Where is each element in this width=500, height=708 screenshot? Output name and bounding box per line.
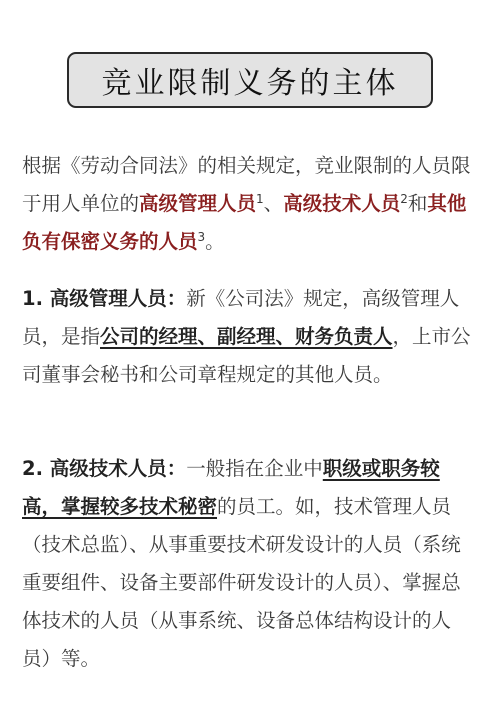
intro-text-3: 和: [407, 192, 428, 215]
section-2-paragraph: [22, 450, 478, 678]
section-2-heading: 2. 高级技术人员：: [22, 457, 187, 480]
section-1-heading: 1. 高级管理人员：: [22, 287, 187, 310]
section-1-underlined: 公司的经理、副经理、财务负责人: [100, 325, 393, 348]
section-2-underlined: 职级或职务较高，掌握较多技术秘密: [22, 457, 440, 518]
intro-text-2: 、: [263, 192, 284, 215]
section-1-text-1: 新《公司法》规定，高级管理人员，是指: [22, 287, 460, 348]
confidentiality-personnel-term: 其他负有保密义务的人员: [22, 192, 467, 253]
title-box: [67, 52, 433, 108]
intro-text-1: 根据《劳动合同法》的相关规定，竞业限制的人员限于用人单位的: [22, 154, 471, 215]
section-2-text-1: 一般指在企业中: [186, 457, 323, 480]
page-title: 竞业限制义务的主体: [101, 66, 399, 101]
senior-technicians-term: 高级技术人员: [283, 192, 401, 215]
footnote-3: 3: [197, 230, 206, 244]
section-2-text-2: 的员工。如，技术管理人员（技术总监）、从事重要技术研发设计的人员（系统重要组件、设备主要部件研发设计的人员）、掌握总体技术的人员（从事系统、设备总体结构设计的人员）等。: [22, 495, 461, 670]
footnote-2: 2: [400, 192, 408, 206]
senior-managers-term: 高级管理人员: [139, 192, 257, 215]
intro-paragraph: [22, 147, 478, 261]
intro-text-4: 。: [205, 230, 225, 253]
section-1-paragraph: [22, 280, 478, 394]
footnote-1: 1: [256, 192, 264, 206]
section-1-text-2: ，上市公司董事会秘书和公司章程规定的其他人员。: [22, 325, 471, 386]
